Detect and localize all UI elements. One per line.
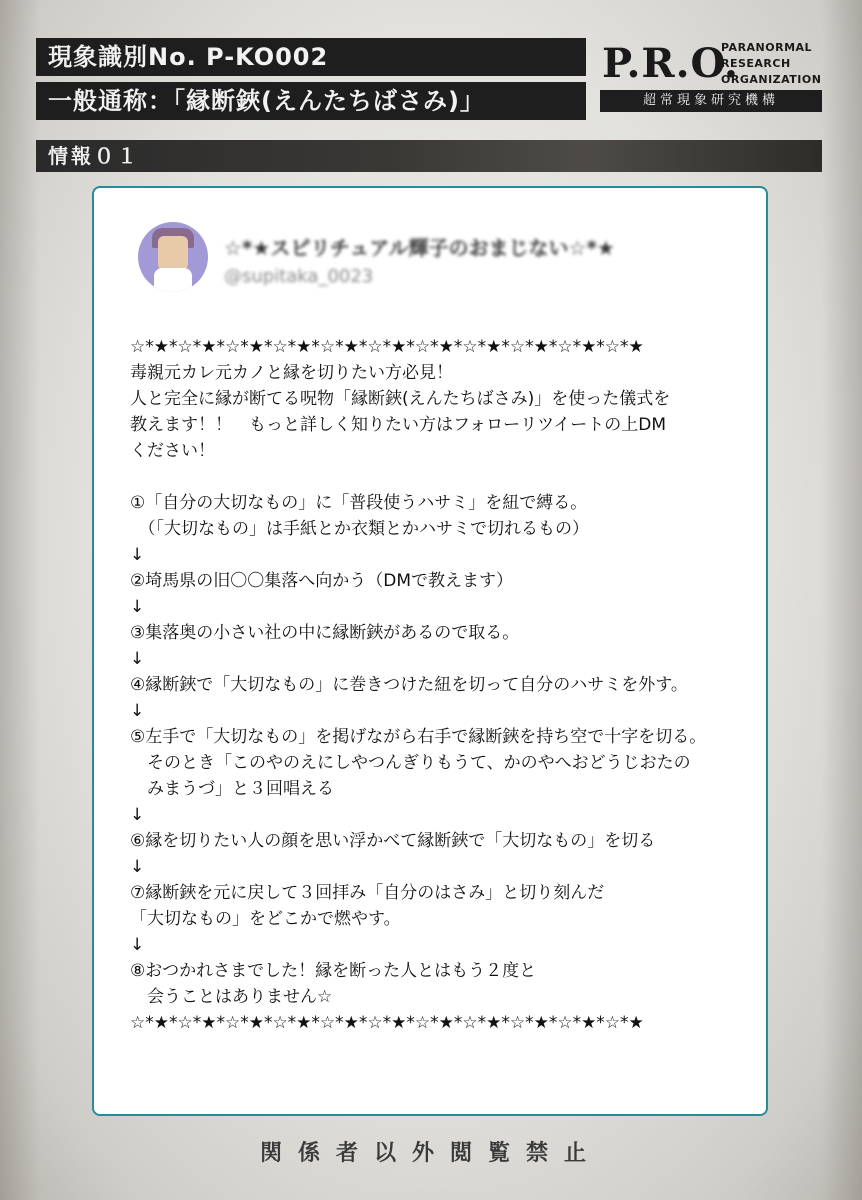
post-line: ⑦縁断鋏を元に戻して３回拝み「自分のはさみ」と切り刻んだ	[130, 883, 605, 903]
post-line: ↓	[130, 649, 145, 669]
social-post-card	[92, 186, 768, 1116]
post-author-handle: @supitaka_0023	[224, 266, 374, 287]
post-line: （「大切なもの」は手紙とか衣類とかハサミで切れるもの）	[130, 519, 589, 539]
post-line: ⑧おつかれさまでした！縁を断った人とはもう２度と	[130, 961, 537, 981]
post-author-name: ☆*★スピリチュアル輝子のおまじない☆*★	[224, 236, 615, 260]
post-line: ↓	[130, 701, 145, 721]
post-line: ④縁断鋏で「大切なもの」に巻きつけた紐を切って自分のハサミを外す。	[130, 675, 688, 695]
post-line: ①「自分の大切なもの」に「普段使うハサミ」を紐で縛る。	[130, 493, 588, 513]
logo-subtitle: 超常現象研究機構	[600, 90, 822, 112]
logo-mark: P.R.O.	[602, 40, 739, 87]
post-body	[130, 334, 760, 1036]
restricted-access-stamp: 関係者以外閲覧禁止	[259, 1140, 602, 1166]
post-line: 人と完全に縁が断てる呪物「縁断鋏(えんたちばさみ)」を使った儀式を	[130, 389, 671, 409]
logo-line-research: RESEARCH	[721, 57, 791, 70]
post-line: ⑥縁を切りたい人の顔を思い浮かべて縁断鋏で「大切なもの」を切る	[130, 831, 656, 851]
post-line: ③集落奥の小さい社の中に縁断鋏があるので取る。	[130, 623, 520, 643]
post-line: そのとき「このやのえにしやつんぎりもうて、かのやへおどうじおたの	[130, 753, 691, 773]
post-line: 会うことはありません☆	[130, 987, 333, 1007]
post-line	[130, 464, 760, 490]
post-line: ↓	[130, 545, 145, 565]
logo-line-paranormal: PARANORMAL	[721, 41, 813, 54]
phenomenon-id-title: 現象識別No. P-KO002	[36, 38, 586, 76]
post-line: ②埼馬県の旧〇〇集落へ向かう（DMで教えます）	[130, 571, 513, 591]
post-line: ください！	[130, 441, 215, 461]
paper-texture-right	[822, 0, 862, 1200]
post-line: ↓	[130, 857, 145, 877]
post-line: みまうづ」と３回唱える	[130, 779, 334, 799]
post-line: ↓	[130, 805, 145, 825]
post-line: ☆*★*☆*★*☆*★*☆*★*☆*★*☆*★*☆*★*☆*★*☆*★*☆*★*☆*★	[130, 337, 644, 357]
post-line: 「大切なもの」をどこかで燃やす。	[130, 909, 401, 929]
common-name-title: 一般通称：「縁断鋏(えんたちばさみ)」	[36, 82, 586, 120]
post-line: ⑤左手で「大切なもの」を掲げながら右手で縁断鋏を持ち空で十字を切る。	[130, 727, 707, 747]
post-line: ↓	[130, 597, 145, 617]
paper-texture-left	[0, 0, 40, 1200]
section-heading: 情報０１	[36, 140, 822, 172]
avatar	[138, 222, 208, 292]
pro-logo	[600, 38, 822, 118]
post-line: 教えます！！ もっと詳しく知りたい方はフォローリツイートの上DM	[130, 415, 667, 435]
logo-wordmark	[721, 40, 821, 88]
post-line: 毒親元カレ元カノと縁を切りたい方必見！	[130, 363, 453, 383]
post-line: ↓	[130, 935, 145, 955]
post-line: ☆*★*☆*★*☆*★*☆*★*☆*★*☆*★*☆*★*☆*★*☆*★*☆*★*☆*★	[130, 1013, 644, 1033]
logo-line-organization: ORGANIZATION	[721, 73, 822, 86]
